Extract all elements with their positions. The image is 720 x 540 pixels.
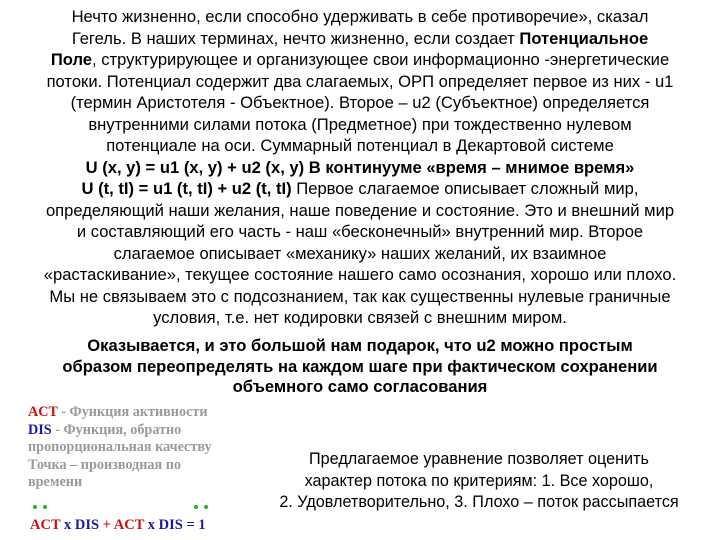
paragraph-line-7: потенциале на оси. Суммарный потенциал в Декартовой системе [106,136,614,155]
legend-dis [28,422,278,440]
criteria-text [248,449,710,514]
legend-block [28,404,278,492]
paragraph-line-14: Мы не связываем это с подсознанием, так как существенны нулевые граничные [49,286,671,306]
equation-cartesian [0,157,720,179]
formula-times-1: x [60,517,75,533]
paragraph-line-3 [0,49,720,71]
paragraph-line-4: потоки. Потенциал содержит два слагаемых, ОРП определяет первое из них - u1 [46,71,674,91]
highlight-line-3: объемного само согласования [232,377,488,396]
criteria-line-3: 2. Удовлетворительно, 3. Плохо – поток рассыпается [279,493,679,511]
paragraph-line-12: слагаемое описывает «механику» наших желаний, их взаимное [113,243,607,263]
formula-equals: = 1 [182,517,206,533]
formula-act-1: ACT [30,517,61,533]
legend-point-def: Точка – производная по [28,456,182,473]
formula-act-2: ACT [113,517,145,533]
term-potential: Потенциальное [519,28,649,48]
paragraph-line-13: «растаскивание», текущее состояние нашего само осознания, хорошо или плохо. [43,265,677,284]
dot-marker [43,505,47,509]
formula [30,517,206,534]
time-derivative-dots-1 [33,505,47,511]
legend-dis-def: - Функция, обратно [51,421,182,438]
paragraph-line-10: определяющий наши желания, наше поведение и состояние. Это и внешний мир [45,200,675,220]
legend-act-term: ACT [28,404,58,420]
legend-act-def: - Функция активности [57,404,208,420]
highlight-statement [0,336,720,398]
paragraph-line-6: внутренними силами потока (Предметное) при тождественно нулевом [88,114,632,134]
time-derivative-dots-2 [194,505,208,511]
legend-point-def-2: времени [28,474,83,490]
paragraph-line-9 [0,178,720,200]
paragraph-line-2-text: Гегель. В наших терминах, нечто жизненно, если создает [71,28,520,48]
paragraph-line-9-text: Первое слагаемое описывает сложный мир, [291,179,639,198]
paragraph-line-3-text: , структурирующее и организующее свои информационно -энергетические [92,50,670,69]
highlight-line-1: Оказывается, и это большой нам подарок, что u2 можно простым [87,336,633,355]
dot-marker [33,505,37,509]
main-paragraph [0,6,720,329]
criteria-line-1: Предлагаемое уравнение позволяет оценить [309,450,649,468]
paragraph-line-15: условия, т.е. нет кодировки связей с внешним миром. [153,308,567,327]
paragraph-line-1: Нечто жизненно, если способно удерживать в себе противоречие», сказал [71,7,649,26]
paragraph-line-2 [0,28,720,50]
paragraph-line-11: и составляющий его часть - наш «бесконечный» внутренний мир. Второе [76,222,644,241]
legend-dis-term: DIS [28,421,52,438]
dot-marker [204,505,208,509]
formula-dis-2: DIS [158,517,183,533]
formula-dis-1: DIS [74,517,100,533]
equation-time: U (t, tI) = u1 (t, tI) + u2 (t, tI) [81,179,292,198]
legend-act [28,404,278,422]
formula-times-2: x [144,517,159,533]
dot-marker [194,505,198,509]
criteria-line-2: характер потока по критериям: 1. Все хорошо, [304,471,654,490]
term-field: Поле [50,50,93,69]
equation-cartesian-text: U (x, y) = u1 (x, y) + u2 (x, y) В континууме «время – мнимое время» [85,157,635,177]
legend-dis-def-2: пропорциональная качеству [28,439,212,455]
formula-plus: + [99,517,114,533]
paragraph-line-5: (термин Аристотеля - Объектное). Второе – u2 (Субъектное) определяется [70,93,650,112]
highlight-line-2: образом переопределять на каждом шаге при фактическом сохранении [62,356,658,376]
